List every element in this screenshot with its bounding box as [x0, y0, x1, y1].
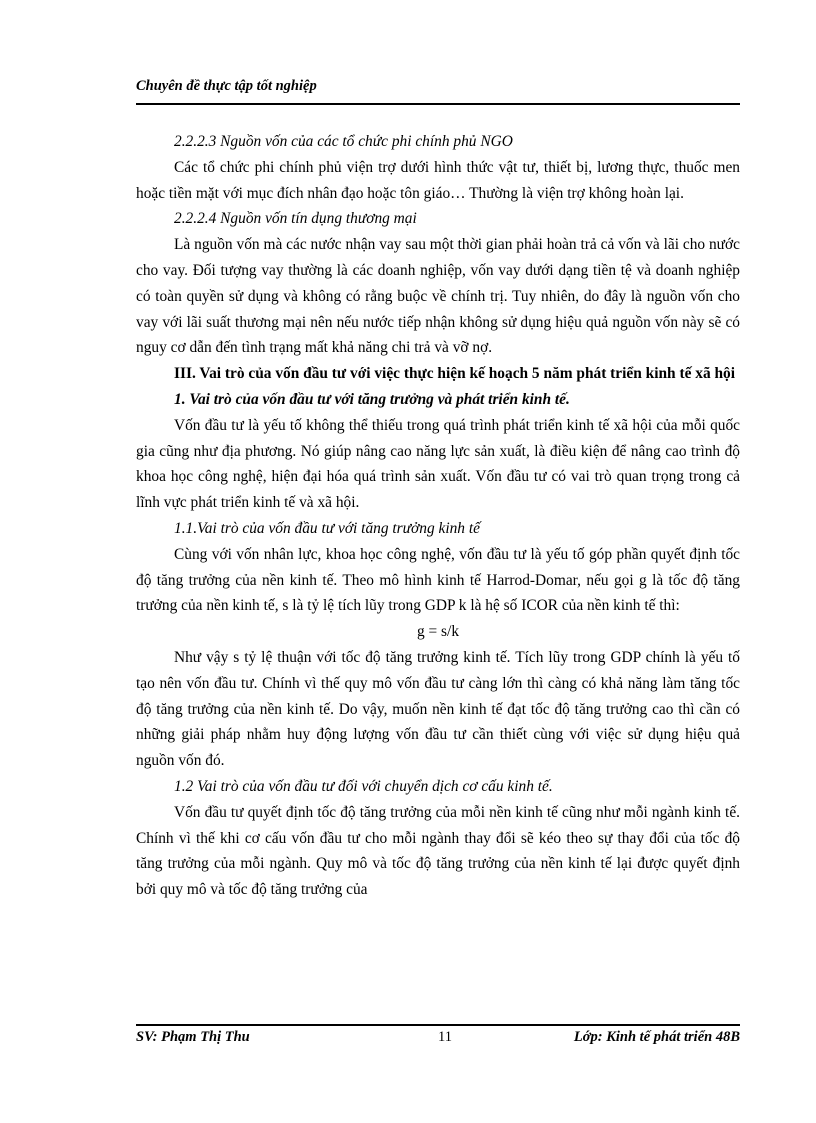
page-number: 11	[438, 1029, 452, 1045]
paragraph-ngo: Các tổ chức phi chính phủ viện trợ dưới hình thức vật tư, thiết bị, lương thực, thuốc men hoặc tiền mặt với mục đích nhân đạo hoặc tôn giáo… Thường là viện trợ không hoàn lại.	[136, 158, 740, 202]
paragraph-investment-role: Vốn đầu tư là yếu tố không thể thiếu trong quá trình phát triển kinh tế xã hội của mỗi quốc gia cũng như địa phương. Nó giúp nâng cao năng lực sản xuất, là điều kiện để nâng cao trình độ khoa học công nghệ, hiện đại hóa quá trình sản xuất. Vốn đầu tư có vai trò quan trọng trong cả lĩnh vực phát triển kinh tế và xã hội.	[136, 416, 740, 512]
section-heading-III: III. Vai trò của vốn đầu tư với việc thực hiện kế hoạch 5 năm phát triển kinh tế xã hội	[174, 365, 736, 383]
header-rule	[136, 103, 740, 105]
page-content	[136, 129, 740, 903]
section-heading-2-2-2-3: 2.2.2.3 Nguồn vốn của các tổ chức phi chính phủ NGO	[174, 133, 513, 150]
paragraph-harrod-domar: Cùng với vốn nhân lực, khoa học công nghệ, vốn đầu tư là yếu tố góp phần quyết định tốc độ tăng trưởng của nền kinh tế. Theo mô hình kinh tế Harrod-Domar, nếu gọi g là tốc độ tăng trưởng của nền kinh tế, s là tỷ lệ tích lũy trong GDP k là hệ số ICOR của nền kinh tế thì:	[136, 545, 740, 615]
section-heading-1-2: 1.2 Vai trò của vốn đầu tư đối với chuyển dịch cơ cấu kinh tế.	[174, 777, 553, 795]
paragraph-structure-shift: Vốn đầu tư quyết định tốc độ tăng trưởng của mỗi nền kinh tế cũng như mỗi ngành kinh tế. Chính vì thế khi cơ cấu vốn đầu tư cho mỗi ngành thay đổi sẽ kéo theo sự thay đổi của tốc độ tăng trưởng của mỗi ngành. Quy mô và tốc độ tăng trưởng của nền kinh tế lại được quyết định bởi quy mô và tốc độ tăng trưởng của	[136, 803, 740, 899]
header-title: Chuyên đề thực tập tốt nghiệp	[136, 78, 317, 94]
paragraph-accumulation: Như vậy s tỷ lệ thuận với tốc độ tăng trưởng kinh tế. Tích lũy trong GDP chính là yếu tố tạo nên vốn đầu tư. Chính vì thế quy mô vốn đầu tư càng lớn thì càng có khả năng làm tăng tốc độ tăng trưởng của nền kinh tế. Do vậy, muốn nền kinh tế đạt tốc độ tăng trưởng cao thì cần có những giải pháp nhằm huy động lượng vốn đầu tư cần thiết cùng với việc sử dụng hiệu quả nguồn vốn đó.	[136, 648, 740, 770]
formula: g = s/k	[416, 623, 460, 641]
section-heading-2-2-2-4: 2.2.2.4 Nguồn vốn tín dụng thương mại	[174, 210, 417, 228]
paragraph-commercial-credit: Là nguồn vốn mà các nước nhận vay sau một thời gian phải hoàn trả cả vốn và lãi cho nước cho vay. Đối tượng vay thường là các doanh nghiệp, vốn vay dưới dạng tiền tệ và doanh nghiệp có toàn quyền sử dụng và không có rằng buộc về chính trị. Tuy nhiên, do đây là nguồn vốn cho vay với lãi suất thương mại nên nếu nước tiếp nhận không sử dụng hiệu quả nguồn vốn này sẽ có nguy cơ dẫn đến tình trạng mất khả năng chi trả và vỡ nợ.	[136, 236, 740, 357]
footer-student: SV: Phạm Thị Thu	[136, 1029, 250, 1045]
section-heading-1: 1. Vai trò của vốn đầu tư với tăng trưởng và phát triển kinh tế.	[174, 390, 570, 408]
footer-class: Lớp: Kinh tế phát triển 48B	[573, 1029, 740, 1045]
section-heading-1-1: 1.1.Vai trò của vốn đầu tư với tăng trưởng kinh tế	[174, 519, 480, 537]
footer-rule	[136, 1024, 740, 1026]
